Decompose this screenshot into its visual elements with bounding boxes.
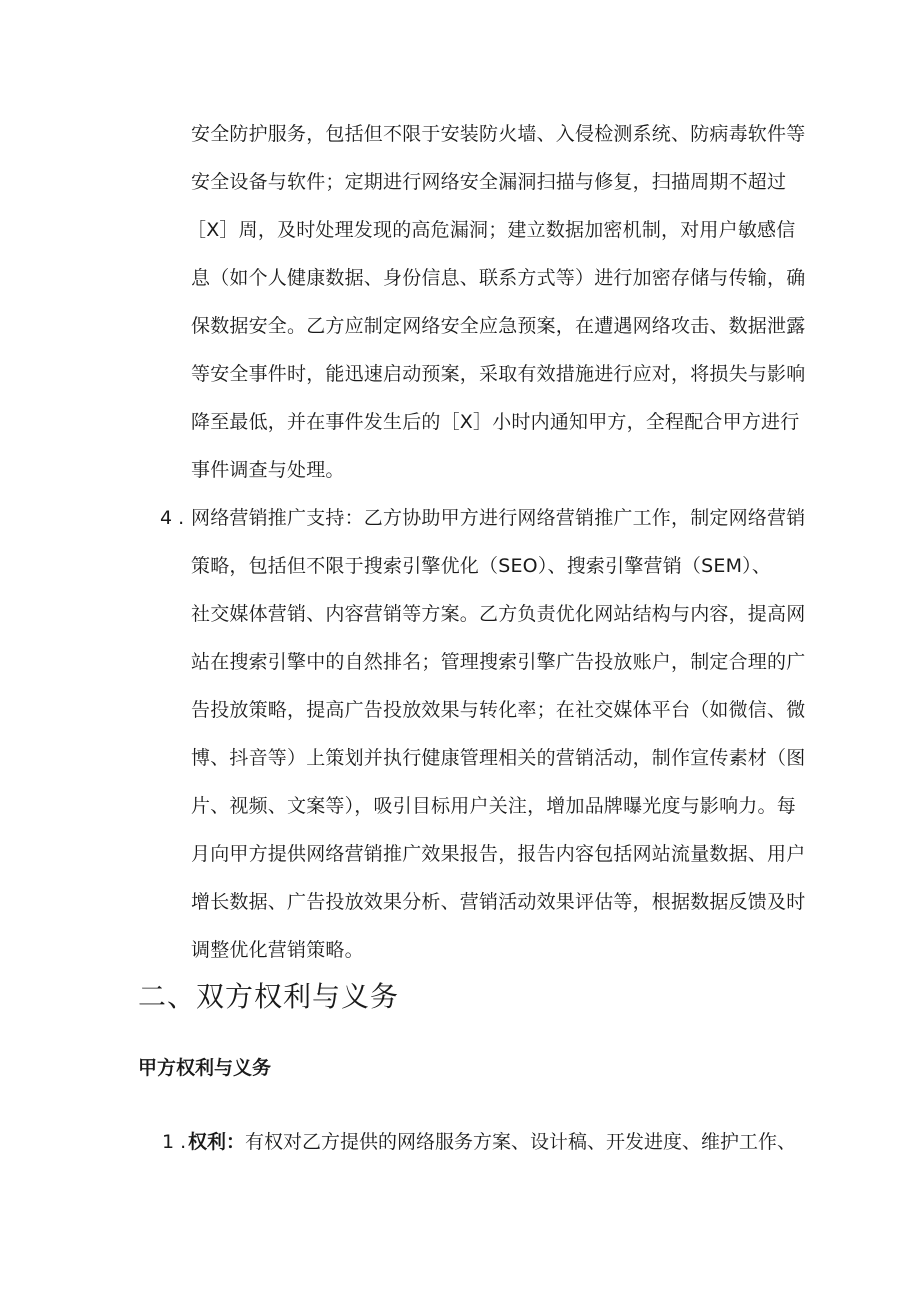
paragraph-line: 片、视频、文案等），吸引目标用户关注，增加品牌曝光度与影响力。每: [191, 795, 796, 817]
paragraph-line: 告投放策略，提高广告投放效果与转化率；在社交媒体平台（如微信、微: [191, 699, 806, 721]
paragraph-line: ［X］周，及时处理发现的高危漏洞；建立数据加密机制，对用户敏感信: [187, 219, 796, 241]
paragraph-line: 安全设备与软件；定期进行网络安全漏洞扫描与修复，扫描周期不超过: [191, 171, 787, 193]
item-1-line: [188, 1118, 796, 1166]
section-heading: 二、双方权利与义务: [138, 980, 400, 1013]
paragraph-line: 保数据安全。乙方应制定网络安全应急预案，在遭遇网络攻击、数据泄露: [191, 315, 806, 337]
paragraph-line: 降至最低，并在事件发生后的［X］小时内通知甲方，全程配合甲方进行: [191, 411, 800, 433]
paragraph-line: 网络营销推广支持：乙方协助甲方进行网络营销推广工作，制定网络营销: [191, 507, 806, 529]
paragraph-line: 月向甲方提供网络营销推广效果报告，报告内容包括网站流量数据、用户: [191, 843, 806, 865]
paragraph-line: 安全防护服务，包括但不限于安装防火墙、入侵检测系统、防病毒软件等: [191, 123, 806, 145]
paragraph-line: 社交媒体营销、内容营销等方案。乙方负责优化网站结构与内容，提高网: [191, 603, 806, 625]
paragraph-line: 策略，包括但不限于搜索引擎优化（SEO）、搜索引擎营销（SEM）、: [191, 555, 772, 577]
paragraph-line: 增长数据、广告投放效果分析、营销活动效果评估等，根据数据反馈及时: [191, 891, 806, 913]
paragraph-line: 事件调查与处理。: [191, 459, 345, 481]
item-1-number: 1 .: [162, 1131, 187, 1153]
sub-heading: 甲方权利与义务: [138, 1057, 272, 1079]
item-1-text: 有权对乙方提供的网络服务方案、设计稿、开发进度、维护工作、: [245, 1131, 797, 1153]
item-1-label: 权利：: [188, 1131, 246, 1153]
item-4-paragraph: [191, 494, 806, 974]
item-4-number: 4 .: [160, 507, 185, 529]
paragraph-line: 息（如个人健康数据、身份信息、联系方式等）进行加密存储与传输，确: [191, 267, 806, 289]
paragraph-line: 等安全事件时，能迅速启动预案，采取有效措施进行应对，将损失与影响: [191, 363, 806, 385]
paragraph-line: 站在搜索引擎中的自然排名；管理搜索引擎广告投放账户，制定合理的广: [191, 651, 806, 673]
security-paragraph: [187, 110, 806, 494]
paragraph-line: 博、抖音等）上策划并执行健康管理相关的营销活动，制作宣传素材（图: [191, 747, 806, 769]
paragraph-line: 调整优化营销策略。: [191, 939, 364, 961]
